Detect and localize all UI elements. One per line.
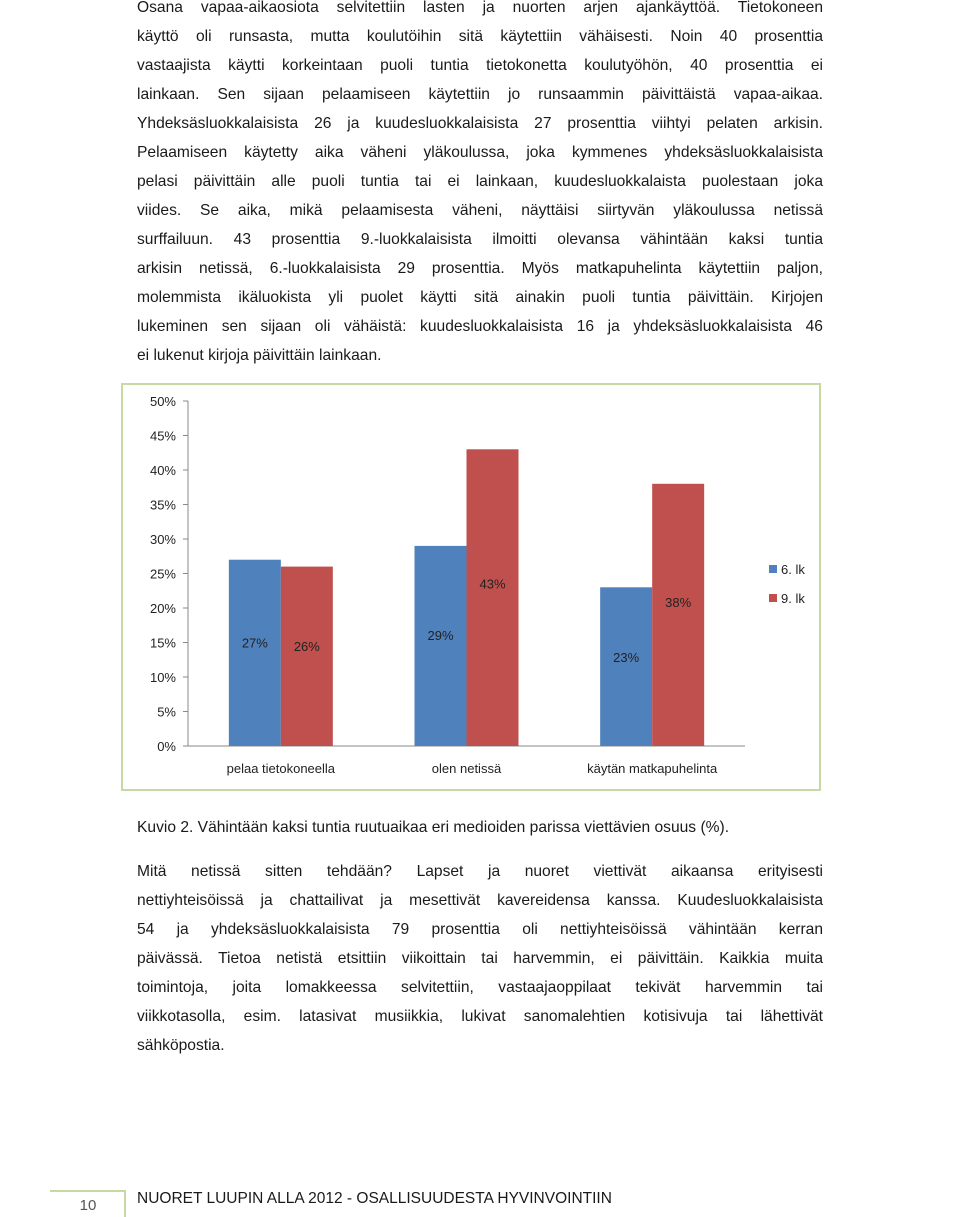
- y-tick-label: 35%: [149, 497, 176, 513]
- body-paragraph-2: [137, 857, 823, 1060]
- y-tick-label: 50%: [149, 394, 176, 409]
- legend-swatch: [769, 565, 777, 573]
- y-tick-label: 40%: [149, 463, 176, 478]
- y-tick-label: 30%: [149, 532, 176, 547]
- bar-data-label: 27%: [241, 635, 268, 651]
- figure-caption: Kuvio 2. Vähintään kaksi tuntia ruutuaikaa eri medioiden parissa viettävien osuus (%).: [137, 819, 730, 836]
- paragraph2-line: nettiyhteisöissä ja chattailivat ja mesettivät kavereidensa kanssa. Kuudesluokkalaisista: [137, 892, 823, 909]
- y-tick-label: 25%: [149, 566, 176, 582]
- body-paragraph-1: [137, 0, 823, 370]
- paragraph1-line: Osana vapaa-aikaosiota selvitettiin lasten ja nuorten arjen ajankäyttöä. Tietokoneen: [137, 0, 823, 16]
- y-tick-label: 10%: [149, 670, 176, 685]
- bar-data-label: 38%: [665, 595, 692, 611]
- paragraph2-line: viikkotasolla, esim. latasivat musiikkia, lukivat sanomalehtien kotisivuja tai lähettivät: [137, 1008, 823, 1025]
- y-tick-label: 0%: [157, 739, 176, 754]
- bar-chart: [121, 383, 821, 791]
- footer-title: NUORET LUUPIN ALLA 2012 - OSALLISUUDESTA HYVINVOINTIIN: [137, 1190, 612, 1207]
- paragraph1-line: molemmista ikäluokista yli puolet käytti sitä ainakin puoli tuntia päivittäin. Kirjojen: [137, 289, 823, 306]
- y-tick-label: 15%: [149, 635, 176, 651]
- paragraph1-line: ei lukenut kirjoja päivittäin lainkaan.: [137, 347, 382, 364]
- bar-data-label: 43%: [479, 576, 506, 592]
- x-category-label: käytän matkapuhelinta: [587, 761, 718, 776]
- y-tick-label: 45%: [149, 428, 176, 444]
- paragraph2-line: Mitä netissä sitten tehdään? Lapset ja nuoret viettivät aikaansa erityisesti: [137, 863, 823, 880]
- bar-data-label: 23%: [613, 649, 640, 665]
- x-category-label: olen netissä: [431, 761, 502, 776]
- footer-page-box: [50, 1190, 126, 1217]
- paragraph1-line: arkisin netissä, 6.-luokkalaisista 29 prosenttia. Myös matkapuhelinta käytettiin paljon,: [137, 260, 823, 277]
- bar-6lk: [600, 587, 652, 746]
- paragraph1-line: pelasi päivittäin alle puoli tuntia tai ei lainkaan, kuudesluokkalaista puolestaan joka: [137, 173, 823, 190]
- bar-9lk: [281, 567, 333, 746]
- legend-swatch: [769, 594, 777, 602]
- legend-label: 6. lk: [781, 562, 805, 577]
- paragraph1-line: surffailuun. 43 prosenttia 9.-luokkalaisista ilmoitti olevansa vähintään kaksi tuntia: [137, 231, 823, 248]
- y-tick-label: 5%: [157, 704, 176, 720]
- bar-data-label: 29%: [427, 627, 454, 643]
- page-number: 10: [79, 1197, 97, 1214]
- paragraph2-line: sähköpostia.: [137, 1037, 225, 1054]
- paragraph1-line: vastaajista käytti korkeintaan puoli tuntia tietokonetta koulutyöhön, 40 prosenttia ei: [137, 57, 823, 74]
- bar-6lk: [415, 546, 467, 746]
- bar-data-label: 26%: [293, 638, 320, 654]
- paragraph2-line: 54 ja yhdeksäsluokkalaisista 79 prosenttia oli nettiyhteisöissä vähintään kerran: [137, 921, 823, 938]
- paragraph2-line: päivässä. Tietoa netistä etsittiin viikoittain tai harvemmin, ei päivittäin. Kaikkia muita: [137, 950, 823, 967]
- paragraph1-line: lainkaan. Sen sijaan pelaamiseen käytettiin jo runsaammin päivittäistä vapaa-aikaa.: [137, 86, 823, 103]
- chart-canvas: [123, 385, 821, 791]
- y-tick-label: 20%: [149, 601, 176, 616]
- legend-label: 9. lk: [781, 591, 805, 606]
- paragraph1-line: käyttö oli runsasta, mutta koulutöihin sitä käytettiin vähäisesti. Noin 40 prosenttia: [137, 28, 823, 45]
- x-category-label: pelaa tietokoneella: [226, 761, 336, 776]
- paragraph1-line: Pelaamiseen käytetty aika väheni yläkoulussa, joka kymmenes yhdeksäsluokkalaisista: [137, 144, 823, 161]
- paragraph1-line: viides. Se aika, mikä pelaamisesta väheni, näyttäisi siirtyvän yläkoulussa netissä: [137, 202, 823, 219]
- paragraph1-line: Yhdeksäsluokkalaisista 26 ja kuudesluokkalaisista 27 prosenttia viihtyi pelaten arkisin.: [137, 115, 823, 132]
- paragraph2-line: toimintoja, joita lomakkeessa selvitettiin, vastaajaoppilaat tekivät harvemmin tai: [137, 979, 823, 996]
- bar-6lk: [229, 560, 281, 746]
- bar-9lk: [467, 449, 519, 746]
- paragraph1-line: lukeminen sen sijaan oli vähäistä: kuudesluokkalaisista 16 ja yhdeksäsluokkalaisista 46: [137, 318, 823, 335]
- bar-9lk: [652, 484, 704, 746]
